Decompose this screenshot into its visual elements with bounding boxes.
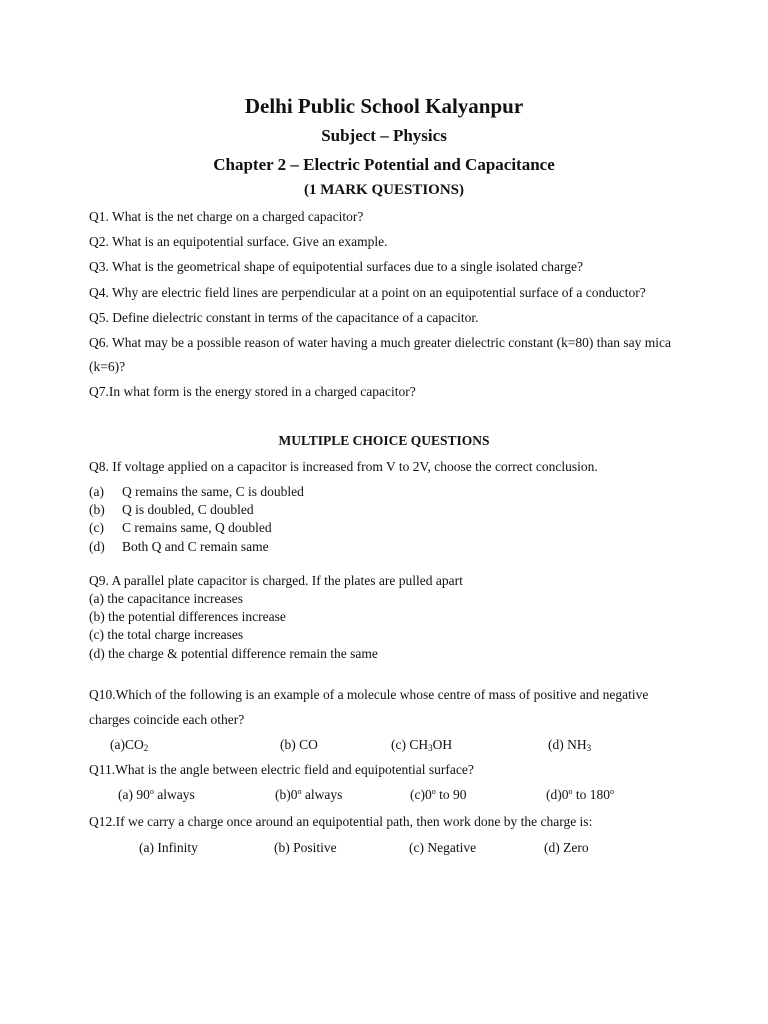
question-1: Q1. What is the net charge on a charged capacitor?	[89, 209, 364, 224]
chapter-title: Chapter 2 – Electric Potential and Capacitance	[213, 155, 555, 174]
option-text: Q remains the same, C is doubled	[122, 484, 304, 499]
question-5: Q5. Define dielectric constant in terms of the capacitance of a capacitor.	[89, 310, 479, 325]
question-12: Q12.If we carry a charge once around an equipotential path, then work done by the charge is:	[89, 814, 593, 829]
option-a: (a) Infinity	[139, 840, 198, 855]
question-7: Q7.In what form is the energy stored in a charged capacitor?	[89, 384, 416, 399]
option-d: (d) Zero	[544, 840, 589, 855]
option-c: (c) Negative	[409, 840, 477, 855]
option-text: Both Q and C remain same	[122, 539, 269, 554]
one-mark-heading: (1 MARK QUESTIONS)	[303, 182, 464, 198]
question-10-line-1: Q10.Which of the following is an example of a molecule whose centre of mass of positive and negative	[89, 687, 649, 702]
option-text: (d) the charge & potential difference remain the same	[89, 646, 378, 661]
option-b: (b)0$^o$ always	[275, 787, 343, 802]
question-6-line-2: (k=6)?	[89, 359, 126, 374]
option-text: Q is doubled, C doubled	[122, 502, 254, 517]
question-9: Q9. A parallel plate capacitor is charged. If the plates are pulled apart	[89, 573, 463, 588]
question-11: Q11.What is the angle between electric field and equipotential surface?	[89, 762, 474, 777]
question-8: Q8. If voltage applied on a capacitor is increased from V to 2V, choose the correct conclusion.	[89, 459, 598, 474]
subject-title: Subject – Physics	[321, 126, 447, 145]
question-2: Q2. What is an equipotential surface. Give an example.	[89, 234, 388, 249]
option-a: $(a)CO_2$	[110, 737, 149, 753]
option-text: (a) the capacitance increases	[89, 591, 244, 606]
question-3: Q3. What is the geometrical shape of equipotential surfaces due to a single isolated charge?	[89, 259, 583, 274]
question-4: Q4. Why are electric field lines are perpendicular at a point on an equipotential surface of a conductor?	[89, 285, 646, 300]
option-text: (b) the potential differences increase	[89, 609, 286, 624]
option-d: (d) $NH_3$	[548, 737, 592, 753]
option-c: (c) $CH_3OH$	[391, 737, 453, 753]
option-b: (b) CO	[280, 737, 318, 752]
option-text: C remains same, Q doubled	[122, 520, 272, 535]
option-label: (d)	[89, 539, 105, 554]
school-name: Delhi Public School Kalyanpur	[244, 94, 524, 118]
option-a: (a) 90$^o$ always	[118, 787, 195, 802]
option-label: (c)	[89, 520, 104, 535]
option-d: (d)0$^o$ to 180$^o$	[546, 787, 615, 802]
option-c: (c)0$^o$ to 90	[410, 787, 467, 802]
option-label: (b)	[89, 502, 105, 517]
question-10-line-2: charges coincide each other?	[89, 712, 245, 727]
option-label: (a)	[89, 484, 104, 499]
question-6-line-1: Q6. What may be a possible reason of water having a much greater dielectric constant (k=80) than say mica	[89, 335, 672, 350]
mcq-heading: MULTIPLE CHOICE QUESTIONS	[278, 433, 490, 448]
option-text: (c) the total charge increases	[89, 627, 244, 642]
option-b: (b) Positive	[274, 840, 337, 855]
